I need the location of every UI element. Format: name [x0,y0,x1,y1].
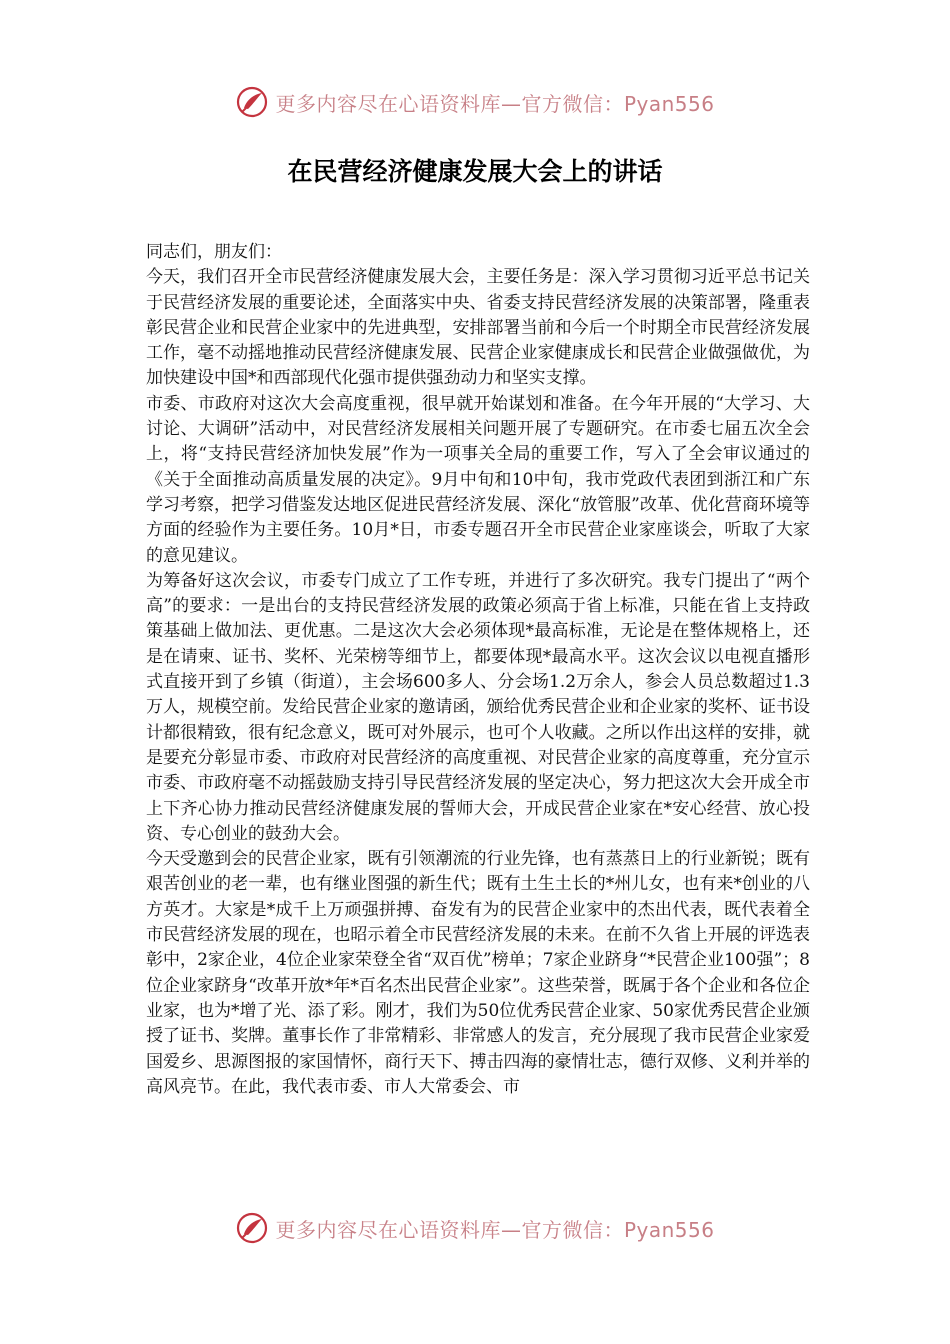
paragraph: 今天，我们召开全市民营经济健康发展大会，主要任务是：深入学习贯彻习近平总书记关于民营经济发展的重要论述，全面落实中央、省委支持民营经济发展的决策部署，隆重表彰民营企业和民营企业家中的先进典型，安排部署当前和今后一个时期全市民营经济发展工作，毫不动摇地推动民营经济健康发展、民营企业家健康成长和民营企业做强做优，为加快建设中国*和西部现代化强市提供强劲动力和坚实支撑。 [146,267,810,389]
watermark-banner-bottom [0,1206,950,1250]
document-title: 在民营经济健康发展大会上的讲话 [287,157,663,186]
paragraph: 为筹备好这次会议，市委专门成立了工作专班，并进行了多次研究。我专门提出了“两个高”的要求：一是出台的支持民营经济发展的政策必须高于省上标准，只能在省上支持政策基础上做加法、更优惠。二是这次大会必须体现*最高标准，无论是在整体规格上，还是在请柬、证书、奖杯、光荣榜等细节上，都要体现*最高水平。这次会议以电视直播形式直接开到了乡镇（街道），主会场600多人、分会场1.2万余人，参会人员总数超过1.3万人，规模空前。发给民营企业家的邀请函，颁给优秀民营企业和企业家的奖杯、证书设计都很精致，很有纪念意义，既可对外展示，也可个人收藏。之所以作出这样的安排，就是要充分彰显市委、市政府对民营经济的高度重视、对民营企业家的高度尊重，充分宣示市委、市政府毫不动摇鼓励支持引导民营经济发展的坚定决心，努力把这次大会开成全市上下齐心协力推动民营经济健康发展的誓师大会，开成民营企业家在*安心经营、放心投资、专心创业的鼓劲大会。 [146,570,810,844]
watermark-logo-icon [235,1211,269,1245]
paragraph: 今天受邀到会的民营企业家，既有引领潮流的行业先锋，也有蒸蒸日上的行业新锐；既有艰苦创业的老一辈，也有继业图强的新生代；既有土生土长的*州儿女，也有来*创业的八方英才。大家是*成千上万顽强拼搏、奋发有为的民营企业家中的杰出代表，既代表着全市民营经济发展的现在，也昭示着全市民营经济发展的未来。在前不久省上开展的评选表彰中，2家企业，4位企业家荣登全省“双百优”榜单；7家企业跻身“*民营企业100强”；8位企业家跻身“改革开放*年*百名杰出民营企业家”。这些荣誉，既属于各个企业和各位企业家，也为*增了光、添了彩。刚才，我们为50位优秀民营企业家、50家优秀民营企业颁授了证书、奖牌。董事长作了非常精彩、非常感人的发言，充分展现了我市民营企业家爱国爱乡、思源图报的家国情怀，商行天下、搏击四海的豪情壮志，德行双修、义利并举的高风亮节。在此，我代表市委、市人大常委会、市 [146,849,810,1097]
document-body [146,240,810,1100]
watermark-logo-icon [235,85,269,119]
salutation: 同志们，朋友们： [146,242,282,262]
watermark-banner-top [0,80,950,124]
watermark-text: 更多内容尽在心语资料库—官方微信：Pyan556 [275,91,715,116]
watermark-text: 更多内容尽在心语资料库—官方微信：Pyan556 [275,1217,715,1242]
paragraph: 市委、市政府对这次大会高度重视，很早就开始谋划和准备。在今年开展的“大学习、大讨论、大调研”活动中，对民营经济发展相关问题开展了专题研究。在市委七届五次全会上，将“支持民营经济加快发展”作为一项事关全局的重要工作，写入了全会审议通过的《关于全面推动高质量发展的决定》。9月中旬和10中旬，我市党政代表团到浙江和广东学习考察，把学习借鉴发达地区促进民营经济发展、深化“放管服”改革、优化营商环境等方面的经验作为主要任务。10月*日，市委专题召开全市民营企业家座谈会，听取了大家的意见建议。 [146,393,810,566]
